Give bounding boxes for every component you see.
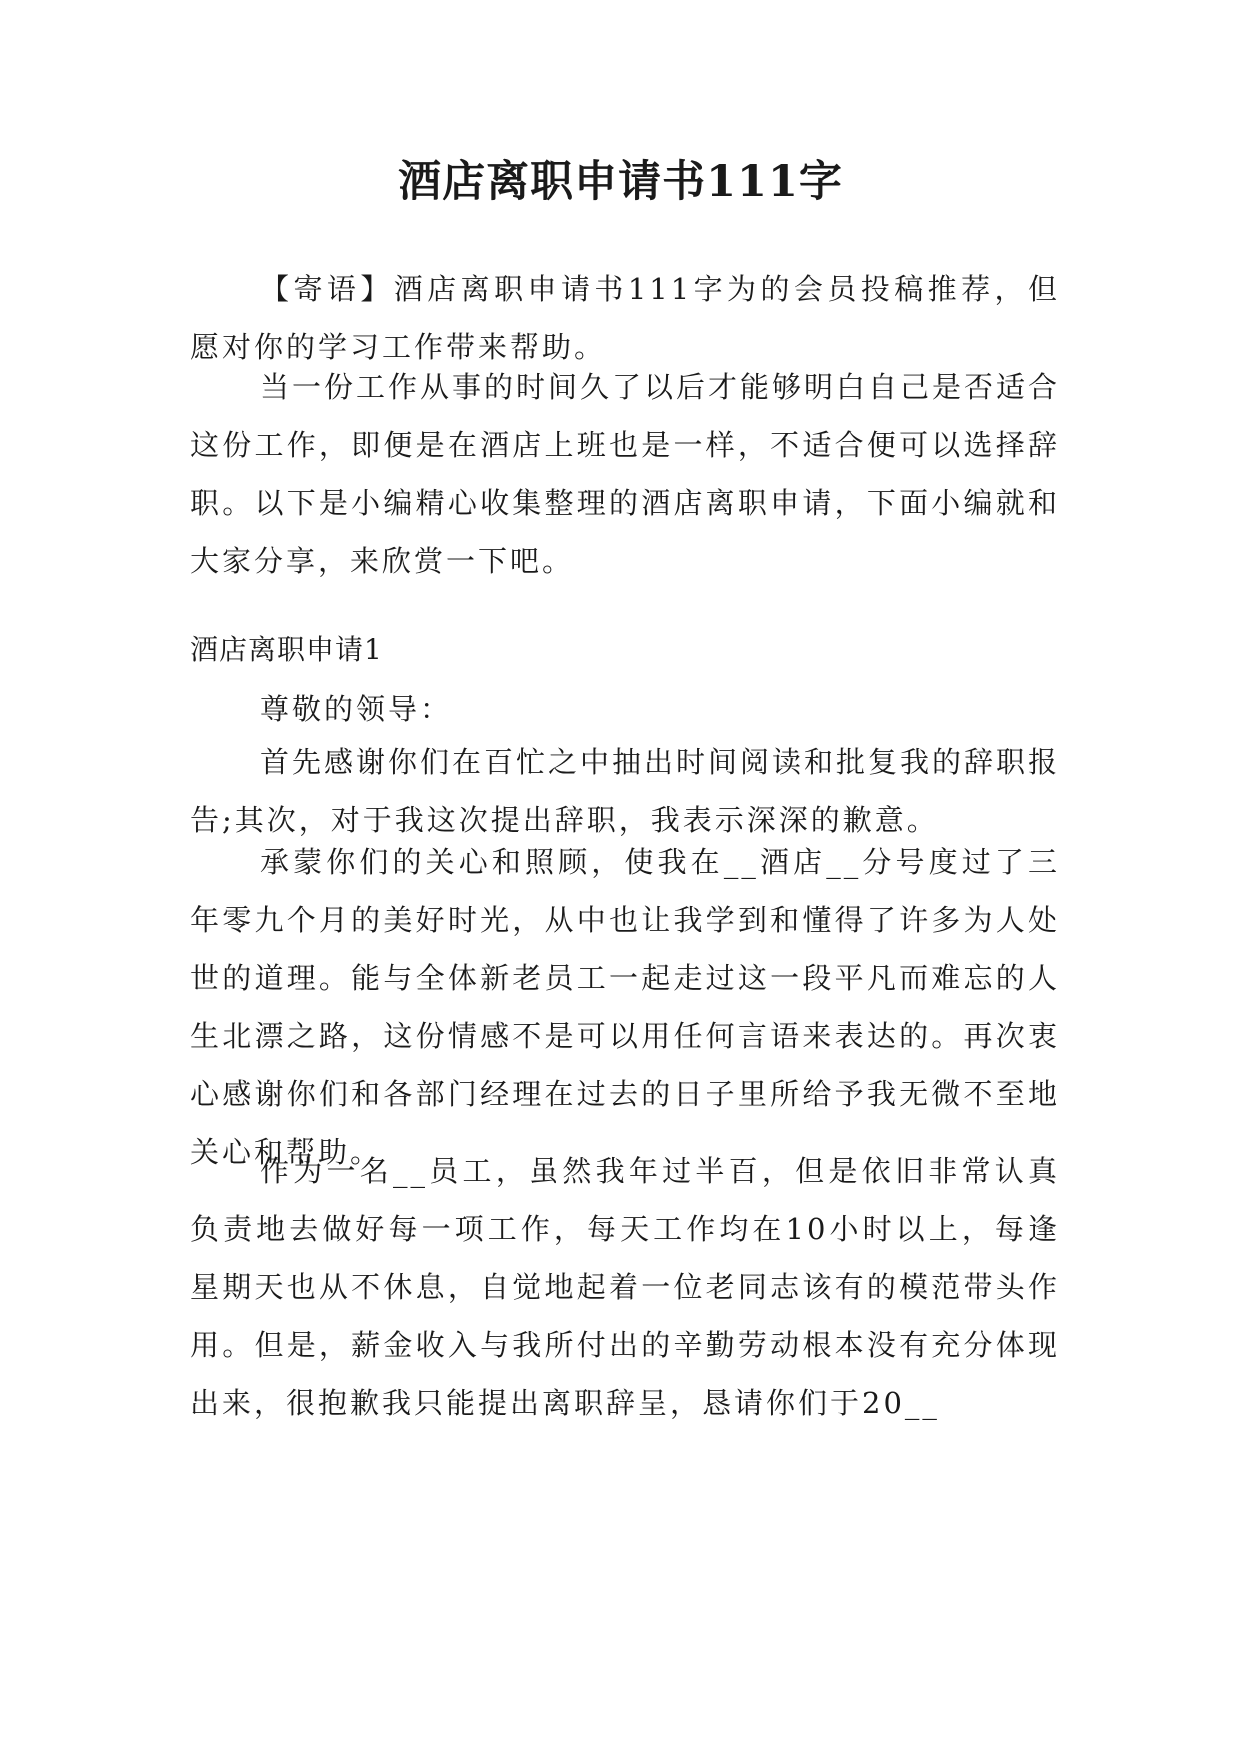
document-title: 酒店离职申请书111字	[398, 157, 843, 207]
body-paragraph: 首先感谢你们在百忙之中抽出时间阅读和批复我的辞职报告;其次，对于我这次提出辞职，我表示深深的歉意。	[190, 745, 1061, 837]
intro-paragraph: 【寄语】酒店离职申请书111字为的会员投稿推荐，但愿对你的学习工作带来帮助。	[190, 272, 1060, 364]
intro-paragraph: 当一份工作从事的时间久了以后才能够明白自己是否适合这份工作，即便是在酒店上班也是一样，不适合便可以选择辞职。以下是小编精心收集整理的酒店离职申请，下面小编就和大家分享，来欣赏一下吧。	[190, 370, 1061, 578]
section-heading: 酒店离职申请1	[190, 633, 383, 666]
body-paragraph: 承蒙你们的关心和照顾，使我在__酒店__分号度过了三年零九个月的美好时光，从中也让我学到和懂得了许多为人处世的道理。能与全体新老员工一起走过这一段平凡而难忘的人生北漂之路，这份情感不是可以用任何言语来表达的。再次衷心感谢你们和各部门经理在过去的日子里所给予我无微不至地关心和帮助。	[190, 845, 1060, 1169]
body-paragraph: 作为一名__员工，虽然我年过半百，但是依旧非常认真负责地去做好每一项工作，每天工作均在10小时以上，每逢星期天也从不休息，自觉地起着一位老同志该有的模范带头作用。但是，薪金收入与我所付出的辛勤劳动根本没有充分体现出来，很抱歉我只能提出离职辞呈，恳请你们于20__	[190, 1154, 1060, 1420]
salutation: 尊敬的领导：	[260, 692, 453, 726]
